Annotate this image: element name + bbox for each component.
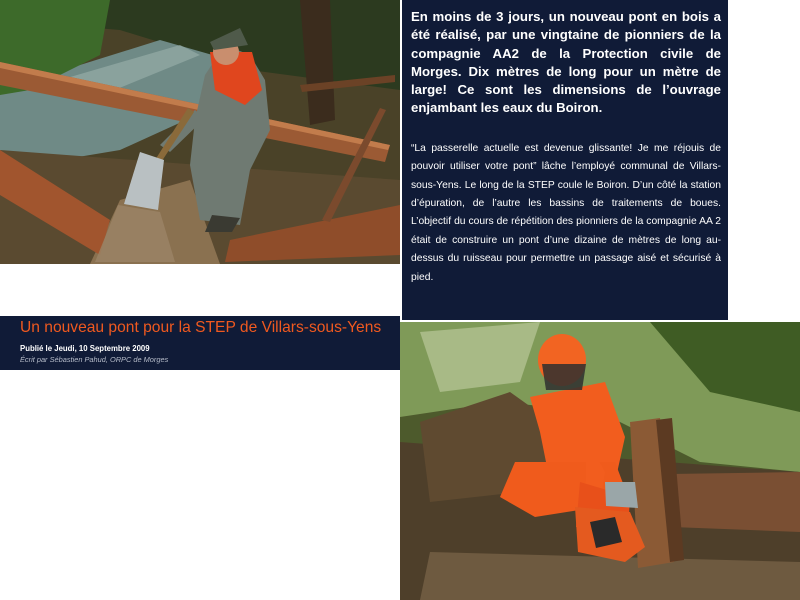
publish-date: Publié le Jeudi, 10 Septembre 2009 [20,344,150,353]
article-lead: En moins de 3 jours, un nouveau pont en bois a été réalisé, par une vingtaine de pionniers de la compagnie AA2 de la Protection civile de Morges. Dix mètres de long pour un mètre de large! Ce sont les dimensions de l’ouvrage enjambant les eaux du Boiron. [411,9,721,116]
article-title: Un nouveau pont pour la STEP de Villars-sous-Yens [20,319,382,336]
article-intro-panel [402,0,728,320]
article-author: Écrit par Sébastien Pahud, ORPC de Morges [20,355,169,364]
photo-worker-shoveling [0,0,400,264]
article-header [0,316,400,370]
photo-worker-chainsaw [400,322,800,600]
article-body: “La passerelle actuelle est devenue glissante! Je me réjouis de pouvoir utiliser votre pont” lâche l’employé communal de Villars-sous-Yens. Le long de la STEP coule le Boiron. D’un côté la station d’épuration, de l’autre les bassins de traitements de boues. L’objectif du cours de répétition des pionniers de la compagnie AA 2 était de construire un pont d’une dizaine de mètres de long au-dessus du ruisseau pour permettre un passage aisé et sécurisé à pied. [411,142,721,283]
